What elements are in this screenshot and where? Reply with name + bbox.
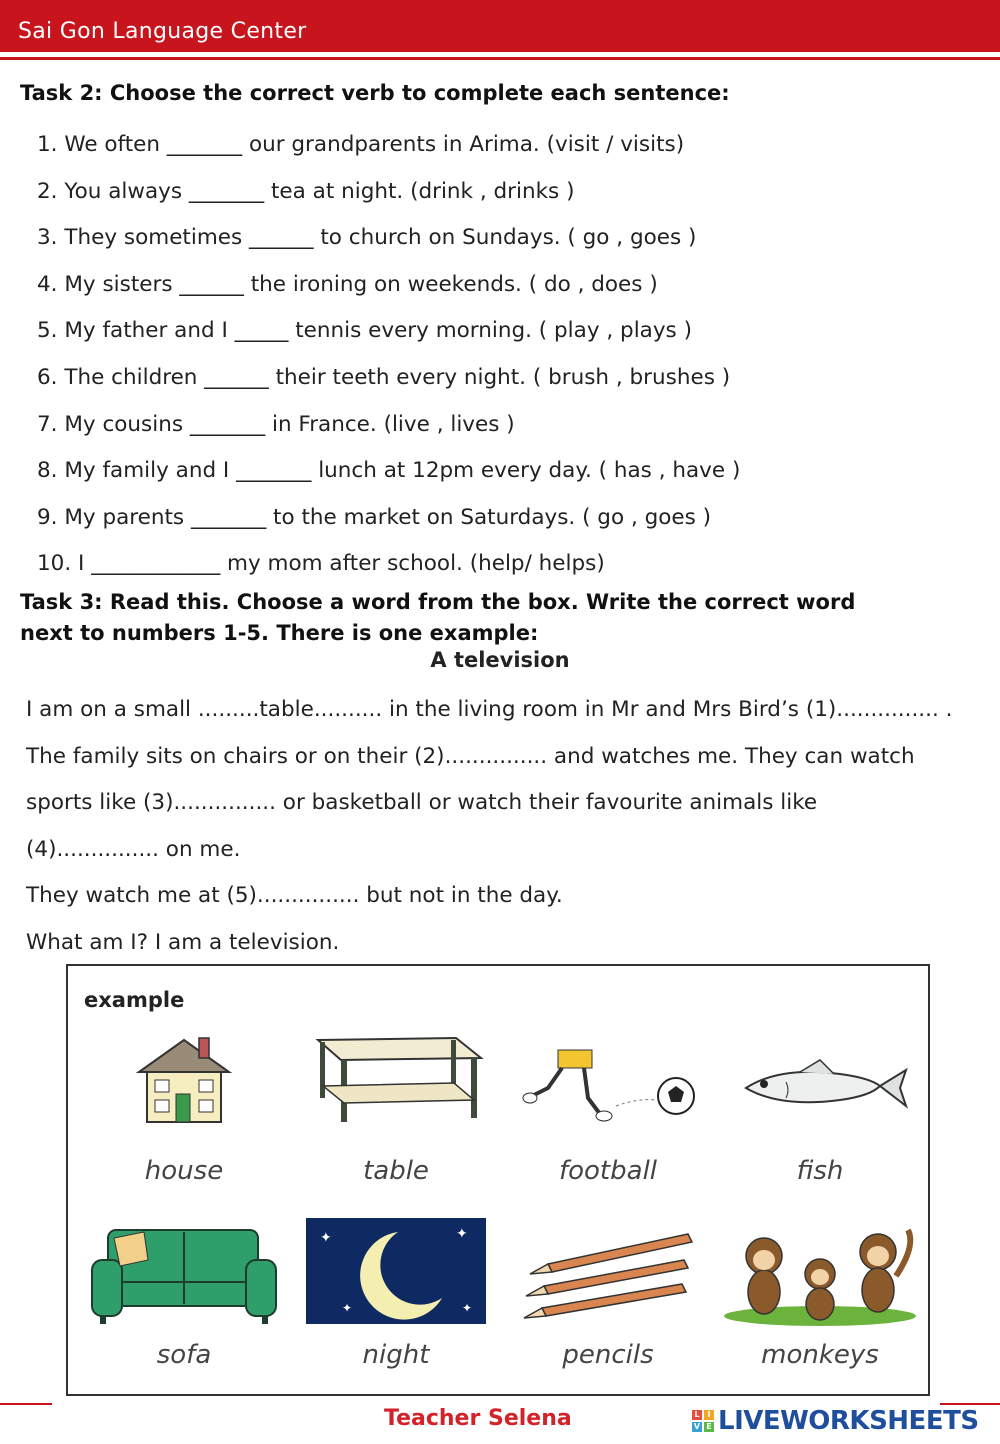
passage-line-1: I am on a small .........table.......... in the living room in Mr and Mrs Bird’s (1)............... . <box>26 697 953 722</box>
footer-divider-left <box>0 1403 52 1405</box>
sentence-5: 5. My father and I _____ tennis every morning. ( play , plays ) <box>37 318 692 344</box>
word-house: house <box>144 1156 224 1186</box>
pencils-icon <box>508 1216 718 1326</box>
word-night: night <box>362 1340 430 1370</box>
sentence-10: 10. I ____________ my mom after school. (help/ helps) <box>37 551 605 577</box>
example-label: example <box>84 988 185 1012</box>
word-pencils: pencils <box>562 1340 654 1370</box>
sentence-2: 2. You always _______ tea at night. (drink , drinks ) <box>37 178 575 204</box>
passage-line-4: (4)............... on me. <box>26 836 241 862</box>
football-icon <box>518 1028 698 1128</box>
header-bar <box>0 0 1000 52</box>
task2-sentence-list <box>37 126 740 592</box>
word-card-night <box>296 1216 496 1392</box>
passage-line-6: What am I? I am a television. <box>26 929 340 955</box>
footer-brand <box>692 1405 979 1437</box>
word-monkeys: monkeys <box>761 1340 879 1370</box>
night-icon <box>306 1216 486 1326</box>
passage-line-5: They watch me at (5)............... but not in the day. <box>26 883 563 909</box>
word-card-monkeys <box>720 1216 920 1392</box>
svg-text:✦: ✦ <box>320 1230 332 1246</box>
word-fish: fish <box>796 1156 844 1186</box>
footer-teacher: Teacher Selena <box>384 1406 572 1431</box>
word-card-football <box>508 1028 708 1208</box>
sentence-7: 7. My cousins _______ in France. (live , lives ) <box>37 411 515 437</box>
word-football: football <box>558 1156 658 1186</box>
sentence-6: 6. The children ______ their teeth every night. ( brush , brushes ) <box>37 364 731 390</box>
word-card-fish <box>720 1028 920 1208</box>
sentence-9: 9. My parents _______ to the market on Saturdays. ( go , goes ) <box>37 504 712 530</box>
fish-icon <box>730 1028 910 1128</box>
word-table: table <box>363 1156 429 1186</box>
table-icon <box>306 1028 486 1128</box>
sentence-3: 3. They sometimes ______ to church on Sundays. ( go , goes ) <box>37 225 697 251</box>
word-box <box>66 964 930 1396</box>
task3-title-line1: Task 3: Read this. Choose a word from the box. Write the correct word <box>20 590 856 614</box>
word-card-pencils <box>508 1216 708 1392</box>
word-card-table <box>296 1028 496 1208</box>
passage-title: A television <box>430 648 570 672</box>
task3-title-line2: next to numbers 1-5. There is one example: <box>20 621 539 645</box>
svg-text:✦: ✦ <box>462 1301 473 1315</box>
header-divider <box>0 57 1000 60</box>
word-card-sofa <box>84 1216 284 1392</box>
word-card-house <box>84 1028 284 1208</box>
svg-text:✦: ✦ <box>342 1301 353 1315</box>
liveworksheets-logo-icon: L I V E <box>692 1410 714 1432</box>
sentence-4: 4. My sisters ______ the ironing on weekends. ( do , does ) <box>37 271 658 297</box>
svg-text:✦: ✦ <box>456 1226 468 1242</box>
reading-passage <box>26 690 986 970</box>
sofa-icon <box>84 1216 284 1326</box>
sentence-8: 8. My family and I _______ lunch at 12pm every day. ( has , have ) <box>37 458 741 484</box>
task2-title: Task 2: Choose the correct verb to complete each sentence: <box>20 81 730 105</box>
sentence-1: 1. We often _______ our grandparents in Arima. (visit / visits) <box>37 132 685 157</box>
passage-line-3: sports like (3)............... or basketball or watch their favourite animals like <box>26 790 818 816</box>
word-sofa: sofa <box>156 1340 212 1370</box>
house-icon <box>129 1028 239 1128</box>
footer-brand-text: LIVEWORKSHEETS <box>718 1406 979 1436</box>
monkeys-icon <box>720 1216 920 1326</box>
passage-line-2: The family sits on chairs or on their (2)............... and watches me. They can watch <box>26 743 915 769</box>
header-title: Sai Gon Language Center <box>18 19 307 44</box>
